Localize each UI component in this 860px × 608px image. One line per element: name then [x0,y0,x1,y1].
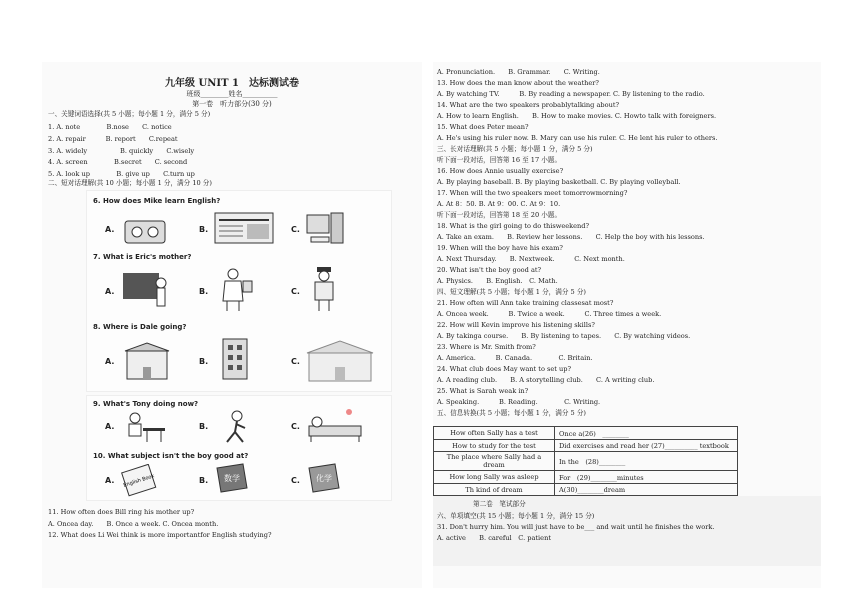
svg-text:化学: 化学 [316,474,332,483]
table-row [434,452,738,471]
part2-line: 31. Don't hurry him. You will just have to be___ and wait until he finishes the work. [437,523,715,531]
school-icon [305,339,375,383]
right-line: A. By playing baseball. B. By playing basketball. C. By playing volleyball. [437,178,681,186]
left-line: 1. A. note B.nose C. notice [48,123,172,131]
writing-boy-icon [119,410,167,444]
police-icon [305,267,345,313]
right-line: A. America. B. Canada. C. Britain. [437,354,593,362]
option-label: A. [105,422,115,431]
page-title: 九年级 UNIT 1 达标测试卷 [165,78,299,89]
option-label: A. [105,476,115,485]
right-line: 听下面一段对话，回答第 16 至 17 小题。 [437,156,562,164]
table-cell: How to study for the test [434,440,555,452]
table-row [434,471,738,484]
building-icon [215,337,263,381]
right-line: A. Pronunciation. B. Grammar. C. Writing. [437,68,600,76]
option-label: A. [105,287,115,296]
info-transfer-table [433,426,738,496]
right-line: A. At 8：50. B. At 9：00. C. At 9：10. [437,200,561,208]
left-line: 3. A. widely B. quickly C.wisely [48,147,195,155]
option-label: B. [199,225,209,234]
table-cell: Did exercises and read her (27)__________ textbook [555,440,738,452]
cassette-icon [121,213,169,247]
table-cell: For (29)________minutes [555,471,738,484]
svg-text:数学: 数学 [224,474,240,483]
question-9: 9. What's Tony doing now? [93,400,199,408]
right-line: A. Take an exam. B. Review her lessons. C. Help the boy with his lessons. [437,233,705,241]
table-cell: A(30)________dream [555,484,738,496]
table-cell: In the (28)________ [555,452,738,471]
option-label: B. [199,476,209,485]
left-line: 2. A. repair B. report C.repeat [48,135,178,143]
question-10: 10. What subject isn't the boy good at? [93,452,249,460]
left-line: 一、关键词语选择(共 5 小题；每小题 1 分，满分 5 分) [48,110,211,118]
option-label: A. [105,357,115,366]
left-line: A. Oncea day. B. Once a week. C. Oncea month. [48,520,219,528]
option-label: C. [291,225,300,234]
part2-line: 六、单项填空(共 15 小题；每小题 1 分，满分 15 分) [437,512,595,520]
right-line: 22. How will Kevin improve his listening skills? [437,321,595,329]
english-book-icon [119,464,159,498]
right-line: A. By watching TV. B. By reading a newspaper. C. By listening to the radio. [437,90,705,98]
running-boy-icon [215,410,263,444]
option-label: B. [199,357,209,366]
option-label: C. [291,422,300,431]
table-cell: How long Sally was asleep [434,471,555,484]
right-line: 听下面一段对话，回答第 18 至 20 小题。 [437,211,562,219]
right-line: 13. How does the man know about the weather? [437,79,599,87]
left-page [42,62,422,588]
table-row [434,427,738,440]
question-6: 6. How does Mike learn English? [93,197,221,205]
right-line: 25. What is Sarah weak in? [437,387,529,395]
teacher-icon [121,269,171,313]
left-line: 5. A. look up B. give up C.turn up [48,170,195,178]
hospital-icon [123,341,171,381]
right-line: A. Speaking. B. Reading. C. Writing. [437,398,601,406]
right-line: 14. What are the two speakers probablytalking about? [437,101,620,109]
left-line: 4. A. screen B.secret C. second [48,158,188,166]
table-cell: Once a(26) ________ [555,427,738,440]
picture-block-2 [86,395,392,501]
chemistry-book-icon [305,462,345,496]
option-label: C. [291,476,300,485]
reporter-icon [215,267,255,313]
right-line: 20. What isn't the boy good at? [437,266,542,274]
right-line: 15. What does Peter mean? [437,123,529,131]
part2-section [433,496,821,566]
right-page [433,62,821,588]
right-line: A. Oncea week. B. Twice a week. C. Three times a week. [437,310,662,318]
right-line: A. Next Thursday. B. Nextweek. C. Next month. [437,255,625,263]
table-cell: The place where Sally had a dream [434,452,555,471]
option-label: B. [199,287,209,296]
svg-text:English Book: English Book [122,473,156,489]
option-label: A. [105,225,115,234]
right-line: 21. How often will Ann take training classesat most? [437,299,614,307]
option-label: C. [291,287,300,296]
right-line: 19. When will the boy have his exam? [437,244,563,252]
right-line: 16. How does Annie usually exercise? [437,167,564,175]
right-line: 五、信息转换(共 5 小题；每小题 1 分，满分 5 分) [437,409,586,417]
part2-heading: 第二卷 笔试部分 [473,500,526,508]
right-line: 四、短文理解(共 5 小题；每小题 1 分，满分 5 分) [437,288,586,296]
right-line: 三、长对话理解(共 5 小题；每小题 1 分，满分 5 分) [437,145,593,153]
left-line: 二、短对话理解(共 10 小题；每小题 1 分，满分 10 分) [48,179,212,187]
left-line: 11. How often does Bill ring his mother up? [48,508,195,516]
part1-heading: 第一卷 听力部分(30 分) [192,100,272,108]
part2-line: A. active B. careful C. patient [437,534,551,542]
table-cell: Th kind of dream [434,484,555,496]
right-line: A. He's using his ruler now. B. Mary can use his ruler. C. He lent his ruler to others. [437,134,718,142]
right-line: A. A reading club. B. A storytelling club. C. A writing club. [437,376,655,384]
newspaper-icon [213,211,275,245]
table-row [434,484,738,496]
picture-block-1 [86,190,392,392]
math-book-icon [213,462,253,496]
right-line: 18. What is the girl going to do thisweekend? [437,222,590,230]
right-line: 23. Where is Mr. Smith from? [437,343,536,351]
question-8: 8. Where is Dale going? [93,323,187,331]
class-name-line: 班级________姓名__________ [186,90,278,98]
left-line: 12. What does Li Wei think is more importantfor English studying? [48,531,272,539]
sleeping-boy-icon [305,408,365,444]
right-line: A. Physics. B. English. C. Math. [437,277,558,285]
option-label: C. [291,357,300,366]
table-cell: How often Sally has a test [434,427,555,440]
option-label: B. [199,422,209,431]
right-line: 24. What club does May want to set up? [437,365,572,373]
right-line: A. How to learn English. B. How to make movies. C. Howto talk with foreigners. [437,112,717,120]
question-7: 7. What is Eric's mother? [93,253,192,261]
right-line: 17. When will the two speakers meet tomorrowmorning? [437,189,628,197]
right-line: A. By takinga course. B. By listening to tapes. C. By watching videos. [437,332,691,340]
table-row [434,440,738,452]
computer-icon [303,211,351,245]
